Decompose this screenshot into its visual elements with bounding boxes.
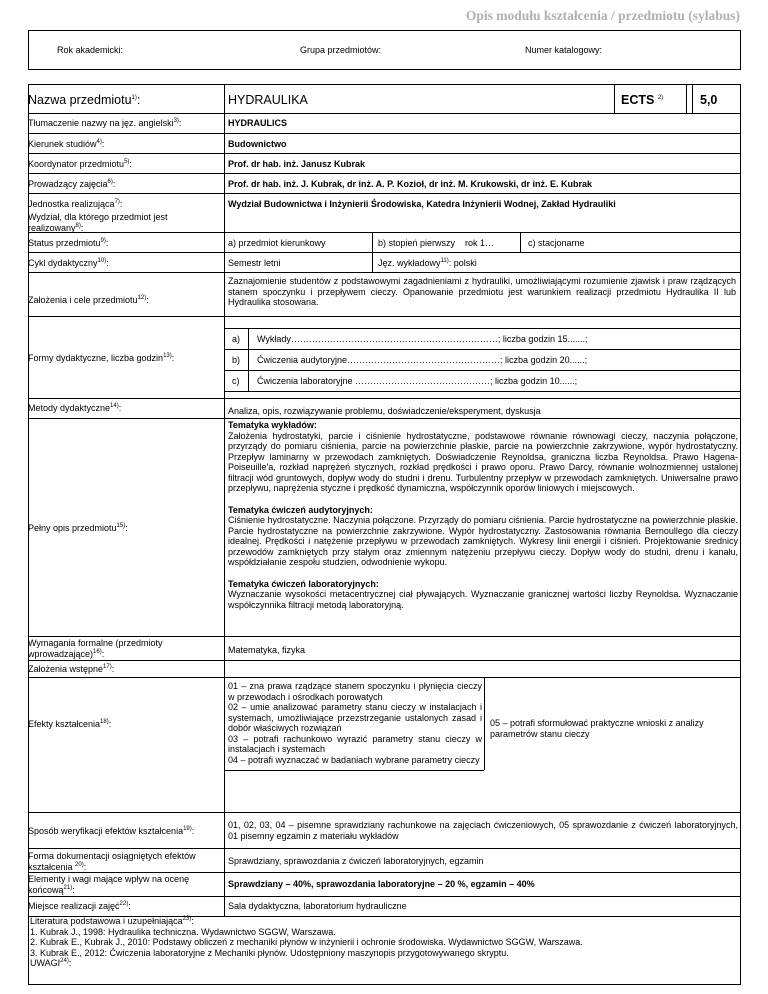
literatura-block	[30, 916, 738, 969]
sposob-label: Sposób weryfikacji efektów kształcenia$^{19)}$:	[28, 826, 195, 836]
efekty-label: Efekty kształcenia$^{18)}$:	[28, 719, 112, 729]
prowadzacy-label: Prowadzący zajęcia$^{6)}$:	[28, 179, 116, 189]
wydzial-label: Wydział, dla którego przedmiot jest realizowany$^{8)}$:	[28, 212, 168, 233]
miejsce-value: Sala dydaktyczna, laboratorium hydrauliczne	[228, 901, 407, 911]
formy-c-text: Ćwiczenia laboratoryjne ………………………………………; liczba godzin 10......;	[257, 376, 578, 386]
jednostka-value: Wydział Budownictwa i Inżynierii Środowiska, Katedra Inżynierii Wodnej, Zakład Hydrauliki	[228, 199, 616, 209]
nazwa-label: Nazwa przedmiotu$^{1)}$:	[28, 93, 141, 107]
wymagania-value: Matematyka, fizyka	[228, 645, 306, 655]
jednostka-label: Jednostka realizująca$^{7)}$:	[28, 199, 123, 209]
numer-katalogowy-label: Numer katalogowy:	[525, 45, 603, 55]
sposob-value: 01, 02, 03, 04 – pisemne sprawdziany rachunkowe na zajęciach ćwiczeniowych, 05 sprawozdanie z ćwiczeń laboratoryjnych, 01 pisemny egzamin z materiału wykładów	[228, 820, 738, 841]
opis-laboratoryjne-text: Wyznaczanie wysokości metacentrycznej ciał pływających. Wyznaczanie granicznej wartości liczby Reynoldsa. Wyznaczanie współczynnika filtracji metodą laboratoryjną.	[228, 589, 738, 610]
formy-a-key: a)	[232, 334, 241, 344]
opis-audytoryjne-heading: Tematyka ćwiczeń audytoryjnych:	[228, 504, 373, 515]
status-label: Status przedmiotu$^{9)}$:	[28, 238, 109, 248]
cykl-semestr: Semestr letni	[228, 258, 281, 268]
rok-akademicki-label: Rok akademicki:	[57, 45, 124, 55]
efekty-right: 05 – potrafi sformułować praktyczne wnioski z analizy parametrów stanu cieczy	[490, 718, 704, 739]
nazwa-value: HYDRAULIKA	[228, 93, 308, 107]
tlumaczenie-value: HYDRAULICS	[228, 118, 288, 128]
grupa-przedmiotow-label: Grupa przedmiotów:	[300, 45, 382, 55]
miejsce-label: Miejsce realizacji zajęć$^{22)}$:	[28, 901, 131, 911]
cykl-jezyk: Jęz. wykładowy$^{11)}$: polski	[378, 258, 477, 268]
tlumaczenie-label: Tłumaczenie nazwy na jęz. angielski$^{3)}$:	[28, 118, 182, 128]
elementy-label: Elementy i wagi mające wpływ na ocenę końcową$^{21)}$:	[28, 874, 190, 895]
top-info-box	[28, 30, 741, 70]
formy-a-text: Wykłady……………………………………………………………; liczba godzin 15.......;	[257, 334, 588, 344]
literatura-item: 1. Kubrak J., 1998: Hydraulika techniczna. Wydawnictwo SGGW, Warszawa.	[30, 926, 336, 937]
efekty-left: 01 – zna prawa rządzące stanem spoczynku i płynięcia cieczy w przewodach i ośrodkach porowatych 02 – umie analizować parametry stanu cieczy w instalacjach i systemach, umożliwiające przezstrzeganie ustalonych zasad i dobór właściwych rozwiązań 03 – potrafi rachunkowo wyrazić parametry stanu cieczy w instalacjach i systemach 04 – potrafi wyznaczać w badaniach wybrane parametry cieczy	[228, 681, 482, 765]
ects-value: 5,0	[700, 93, 718, 107]
literatura-item: 3. Kubrak E., 2012: Ćwiczenia laboratoryjne z Mechaniki płynów. Udostępniony maszynopis przygotowywanego skryptu.	[30, 947, 509, 958]
status-c: c) stacjonarne	[528, 238, 585, 248]
ects-label: ECTS $^{2)}$	[621, 93, 664, 107]
elementy-value: Sprawdziany – 40%, sprawozdania laboratoryjne – 20 %, egzamin – 40%	[228, 879, 535, 889]
opis-wyklady-heading: Tematyka wykładów:	[228, 420, 317, 430]
opis-laboratoryjne-heading: Tematyka ćwiczeń laboratoryjnych:	[228, 578, 379, 589]
zalozenia-cele-label: Założenia i cele przedmiotu$^{12)}$:	[28, 295, 149, 305]
status-a: a) przedmiot kierunkowy	[228, 238, 326, 248]
zalozenia-cele-value: Zaznajomienie studentów z podstawowymi zagadnieniami z hydrauliki, umożliwiającymi rozumienie zjawisk i praw rządzących stanem spoczynku i przepływem cieczy. Opanowanie przedmiotu jest warunkiem realizacji przedmiotu Hydraulika II lub Hydraulika stosowana.	[228, 276, 736, 307]
forma-value: Sprawdziany, sprawozdania z ćwiczeń laboratoryjnych, egzamin	[228, 856, 484, 866]
zalozenia-wstepne-label: Założenia wstępne$^{17)}$:	[28, 664, 115, 674]
prowadzacy-value: Prof. dr hab. inż. J. Kubrak, dr inż. A. P. Kozioł, dr inż. M. Krukowski, dr inż. E. Kubrak	[228, 179, 593, 189]
opis-label: Pełny opis przedmiotu$^{15)}$:	[28, 523, 128, 533]
kierunek-value: Budownictwo	[228, 139, 287, 149]
kierunek-label: Kierunek studiów$^{4)}$:	[28, 139, 105, 149]
formy-b-key: b)	[232, 355, 241, 365]
wymagania-label: Wymagania formalne (przedmioty wprowadzające)$^{16)}$:	[28, 638, 163, 659]
opis-wyklady-text: Założenia hydrostatyki, parcie i ciśnienie hydrostatyczne, podstawowe równanie równowagi cieczy, naczynia połączone, przyrządy do pomiaru ciśnienia, parcie na powierzchnie płaskie, parcie na powierzchnie zakrzywione, wypór hydrostatyczny. Przepływ laminarny w przewodach zamkniętych. Doświadczenie Reynoldsa, graniczna liczba Reynoldsa. Prawo Hagena-Poiseuille'a, rozkład naprężeń stycznych, rozkład prędkości i prawo oporu. Prawo Darcy, równanie wolnozmiennej ustalonej filtracji wód gruntowych, dopływ wody do studni i drenu. Turbulentny przepływ w przewodach zamkniętych. Uniwersalne prawo przepływu, naprężenia styczne i prędkość dynamiczna, współczynnik oporów liniowych i miejscowych.	[228, 430, 738, 493]
literatura-label: Literatura podstawowa i uzupełniająca$^{23)}$:	[30, 916, 194, 926]
metody-value: Analiza, opis, rozwiązywanie problemu, doświadczenie/eksperyment, dyskusja	[228, 406, 541, 416]
formy-label: Formy dydaktyczne, liczba godzin$^{13)}$:	[28, 353, 175, 363]
literatura-item: 2. Kubrak E., Kubrak J., 2010: Podstawy obliczeń z mechaniki płynów w inżynierii i ochronie środowiska. Wydawnictwo SGGW, Warszawa.	[30, 937, 583, 947]
metody-label: Metody dydaktyczne$^{14)}$:	[28, 403, 122, 413]
formy-b-text: Ćwiczenia audytoryjne……………………………………………; liczba godzin 20......;	[257, 355, 588, 365]
koordynator-value: Prof. dr hab. inż. Janusz Kubrak	[228, 159, 366, 169]
formy-c-key: c)	[232, 376, 240, 386]
status-b: b) stopień pierwszy rok 1…	[378, 238, 495, 248]
opis-audytoryjne-text: Ciśnienie hydrostatyczne. Naczynia połączone. Przyrządy do pomiaru ciśnienia. Parcie hydrostatyczne na powierzchnie płaskie. Parcie hydrostatyczne na powierzchnie zakrzywione. Wypór hydrostatyczny. Zastosowania równania Bernoullego dla cieczy idealnej. Prędkości i natężenie przepływu w przewodach zamkniętych. Wykresy linii energii i ciśnień. Projektowanie średnicy przewodów zamkniętych przy stałym oraz zmiennym natężeniu przepływu cieczy. Dopływ wody do studni, drenu i kanału, współdziałanie zespołu studzien, odwodnienie wykopu.	[228, 515, 738, 567]
koordynator-label: Koordynator przedmiotu$^{5)}$:	[28, 159, 132, 169]
opis-content	[228, 420, 738, 610]
uwagi-label: UWAGI$^{24)}$:	[30, 958, 72, 968]
document-header: Opis modułu kształcenia / przedmiotu (sylabus)	[465, 8, 740, 23]
forma-label: Forma dokumentacji osiągniętych efektów kształcenia $^{20)}$:	[28, 851, 196, 872]
cykl-label: Cykl dydaktyczny$^{10)}$:	[28, 258, 109, 268]
